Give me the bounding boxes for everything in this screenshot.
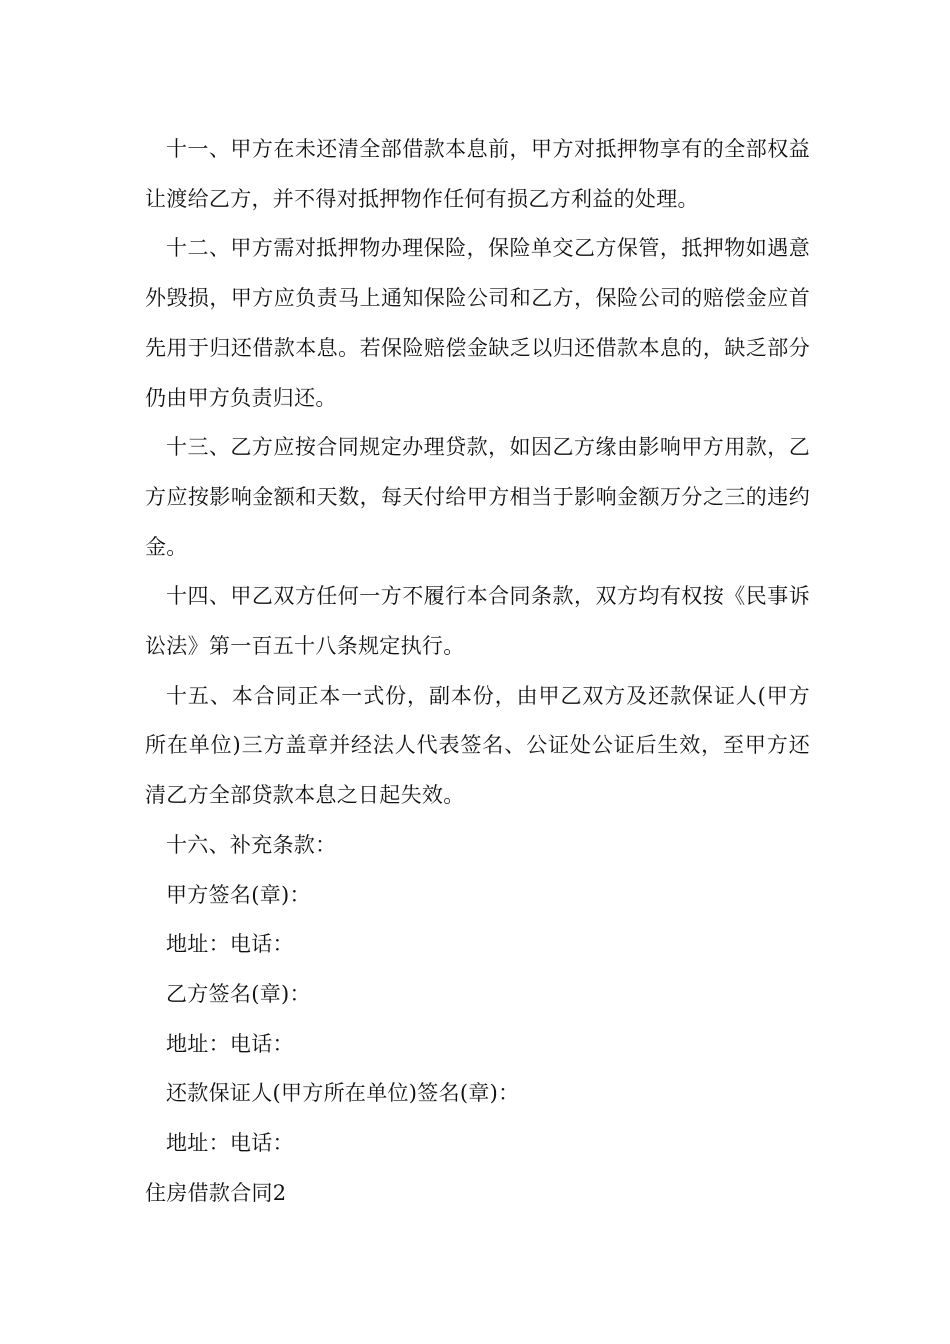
document-page [145, 125, 810, 1218]
clause-11: 十一、甲方在未还清全部借款本息前，甲方对抵押物享有的全部权益让渡给乙方，并不得对抵押物作任何有损乙方利益的处理。 [145, 137, 810, 211]
party-a-contact: 地址：电话： [166, 932, 294, 957]
clause-12: 十二、甲方需对抵押物办理保险，保险单交乙方保管，抵押物如遇意外毁损，甲方应负责马上通知保险公司和乙方，保险公司的赔偿金应首先用于归还借款本息。若保险赔偿金缺乏以归还借款本息的，缺乏部分仍由甲方负责归还。 [145, 236, 810, 410]
party-b-signature: 乙方签名(章)： [166, 981, 311, 1006]
clause-16-supplement: 十六、补充条款： [166, 832, 337, 857]
guarantor-signature: 还款保证人(甲方所在单位)签名(章)： [166, 1081, 520, 1106]
clause-15: 十五、本合同正本一式份，副本份，由甲乙双方及还款保证人(甲方所在单位)三方盖章并经法人代表签名、公证处公证后生效，至甲方还清乙方全部贷款本息之日起失效。 [145, 683, 810, 808]
clause-14: 十四、甲乙双方任何一方不履行本合同条款，双方均有权按《民事诉讼法》第一百五十八条规定执行。 [145, 584, 810, 659]
party-a-signature: 甲方签名(章)： [166, 882, 311, 907]
next-document-title: 住房借款合同2 [145, 1180, 287, 1205]
clause-13: 十三、乙方应按合同规定办理贷款，如因乙方缘由影响甲方用款，乙方应按影响金额和天数，每天付给甲方相当于影响金额万分之三的违约金。 [145, 435, 810, 559]
party-b-contact: 地址：电话： [166, 1031, 294, 1056]
guarantor-contact: 地址：电话： [166, 1131, 294, 1156]
